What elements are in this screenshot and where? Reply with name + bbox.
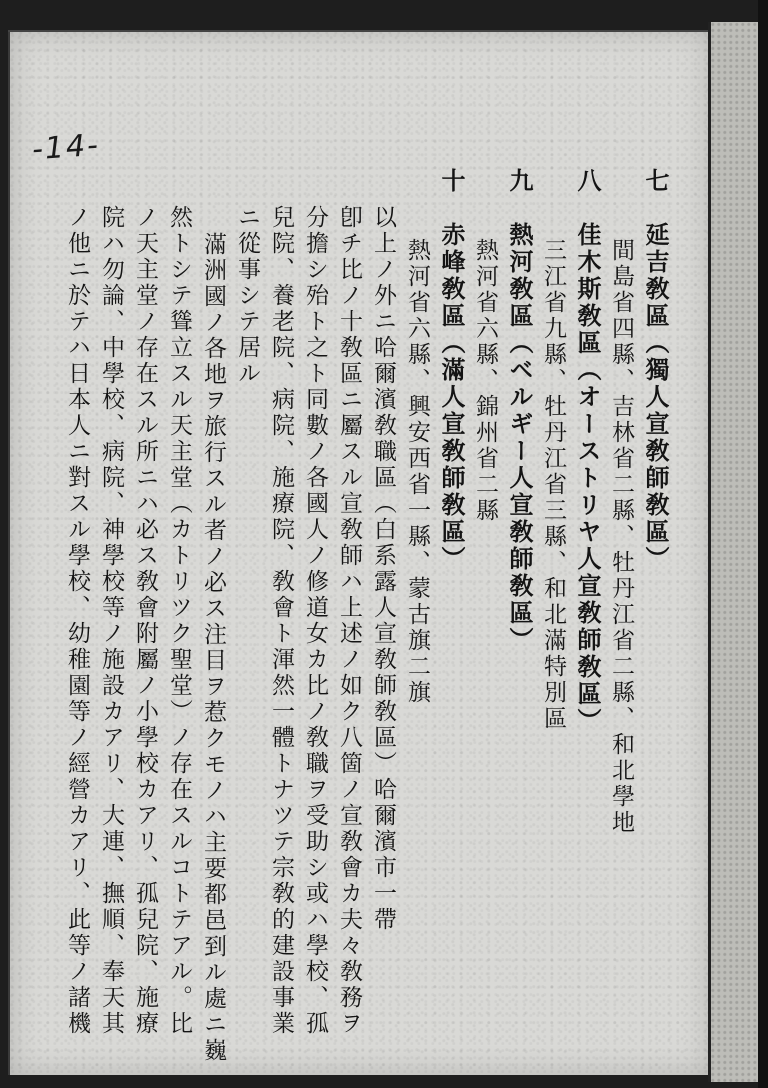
binding-strip: [708, 22, 763, 1082]
top-edge-rule: [8, 30, 708, 32]
text-column: ノ他ニ於テハ日本人ニ對スル學校、幼稚園等ノ經營カアリ、此等ノ諸機: [64, 205, 90, 1037]
page-number: -14-: [30, 127, 101, 168]
text-column: 兒院、養老院、病院、施療院、敎會ト渾然一體トナツテ宗敎的建設事業: [268, 205, 294, 1037]
text-column: 卽チ比ノ十敎區ニ屬スル宣敎師ハ上述ノ如ク八箇ノ宣敎會カ夫々敎務ヲ: [336, 205, 362, 1037]
text-column: 三江省九縣、牡丹江省三縣、和北滿特別區: [540, 238, 566, 732]
text-column: 以上ノ外ニ哈爾濱敎職區（白系露人宣敎師敎區）哈爾濱市一帶: [370, 205, 396, 933]
text-column: 熱河省六縣、錦州省二縣: [472, 238, 498, 524]
scan-edge: [758, 0, 768, 1088]
text-column: ニ從事シテ居ル: [234, 205, 260, 387]
text-column: 九 熱河敎區（ベルギー人宣敎師敎區）: [505, 168, 534, 654]
text-column: 十 赤峰敎區（滿人宣敎師敎區）: [437, 168, 466, 573]
text-column: 間島省四縣、吉林省二縣、牡丹江省二縣、和北學地: [608, 238, 634, 836]
text-column: 院ハ勿論、中學校、病院、神學校等ノ施設カアリ、大連、撫順、奉天其: [98, 205, 124, 1037]
text-column: 七 延吉敎區（獨人宣敎師敎區）: [641, 168, 670, 573]
text-column: 然トシテ聳立スル天主堂（カトリツク聖堂）ノ存在スルコトテアル。比: [166, 205, 192, 1037]
text-column: 八 佳木斯敎區（オーストリヤ人宣敎師敎區）: [573, 168, 602, 735]
text-column: 滿洲國ノ各地ヲ旅行スル者ノ必ス注目ヲ惹クモノハ主要都邑到ル處ニ巍: [200, 232, 226, 1064]
text-column: 熱河省六縣、興安西省一縣、蒙古旗二旗: [404, 238, 430, 706]
text-column: 分擔シ殆ト之ト同數ノ各國人ノ修道女カ比ノ敎職ヲ受助シ或ハ學校、孤: [302, 205, 328, 1037]
text-column: ノ天主堂ノ存在スル所ニハ必ス敎會附屬ノ小學校カアリ、孤兒院、施療: [132, 205, 158, 1037]
